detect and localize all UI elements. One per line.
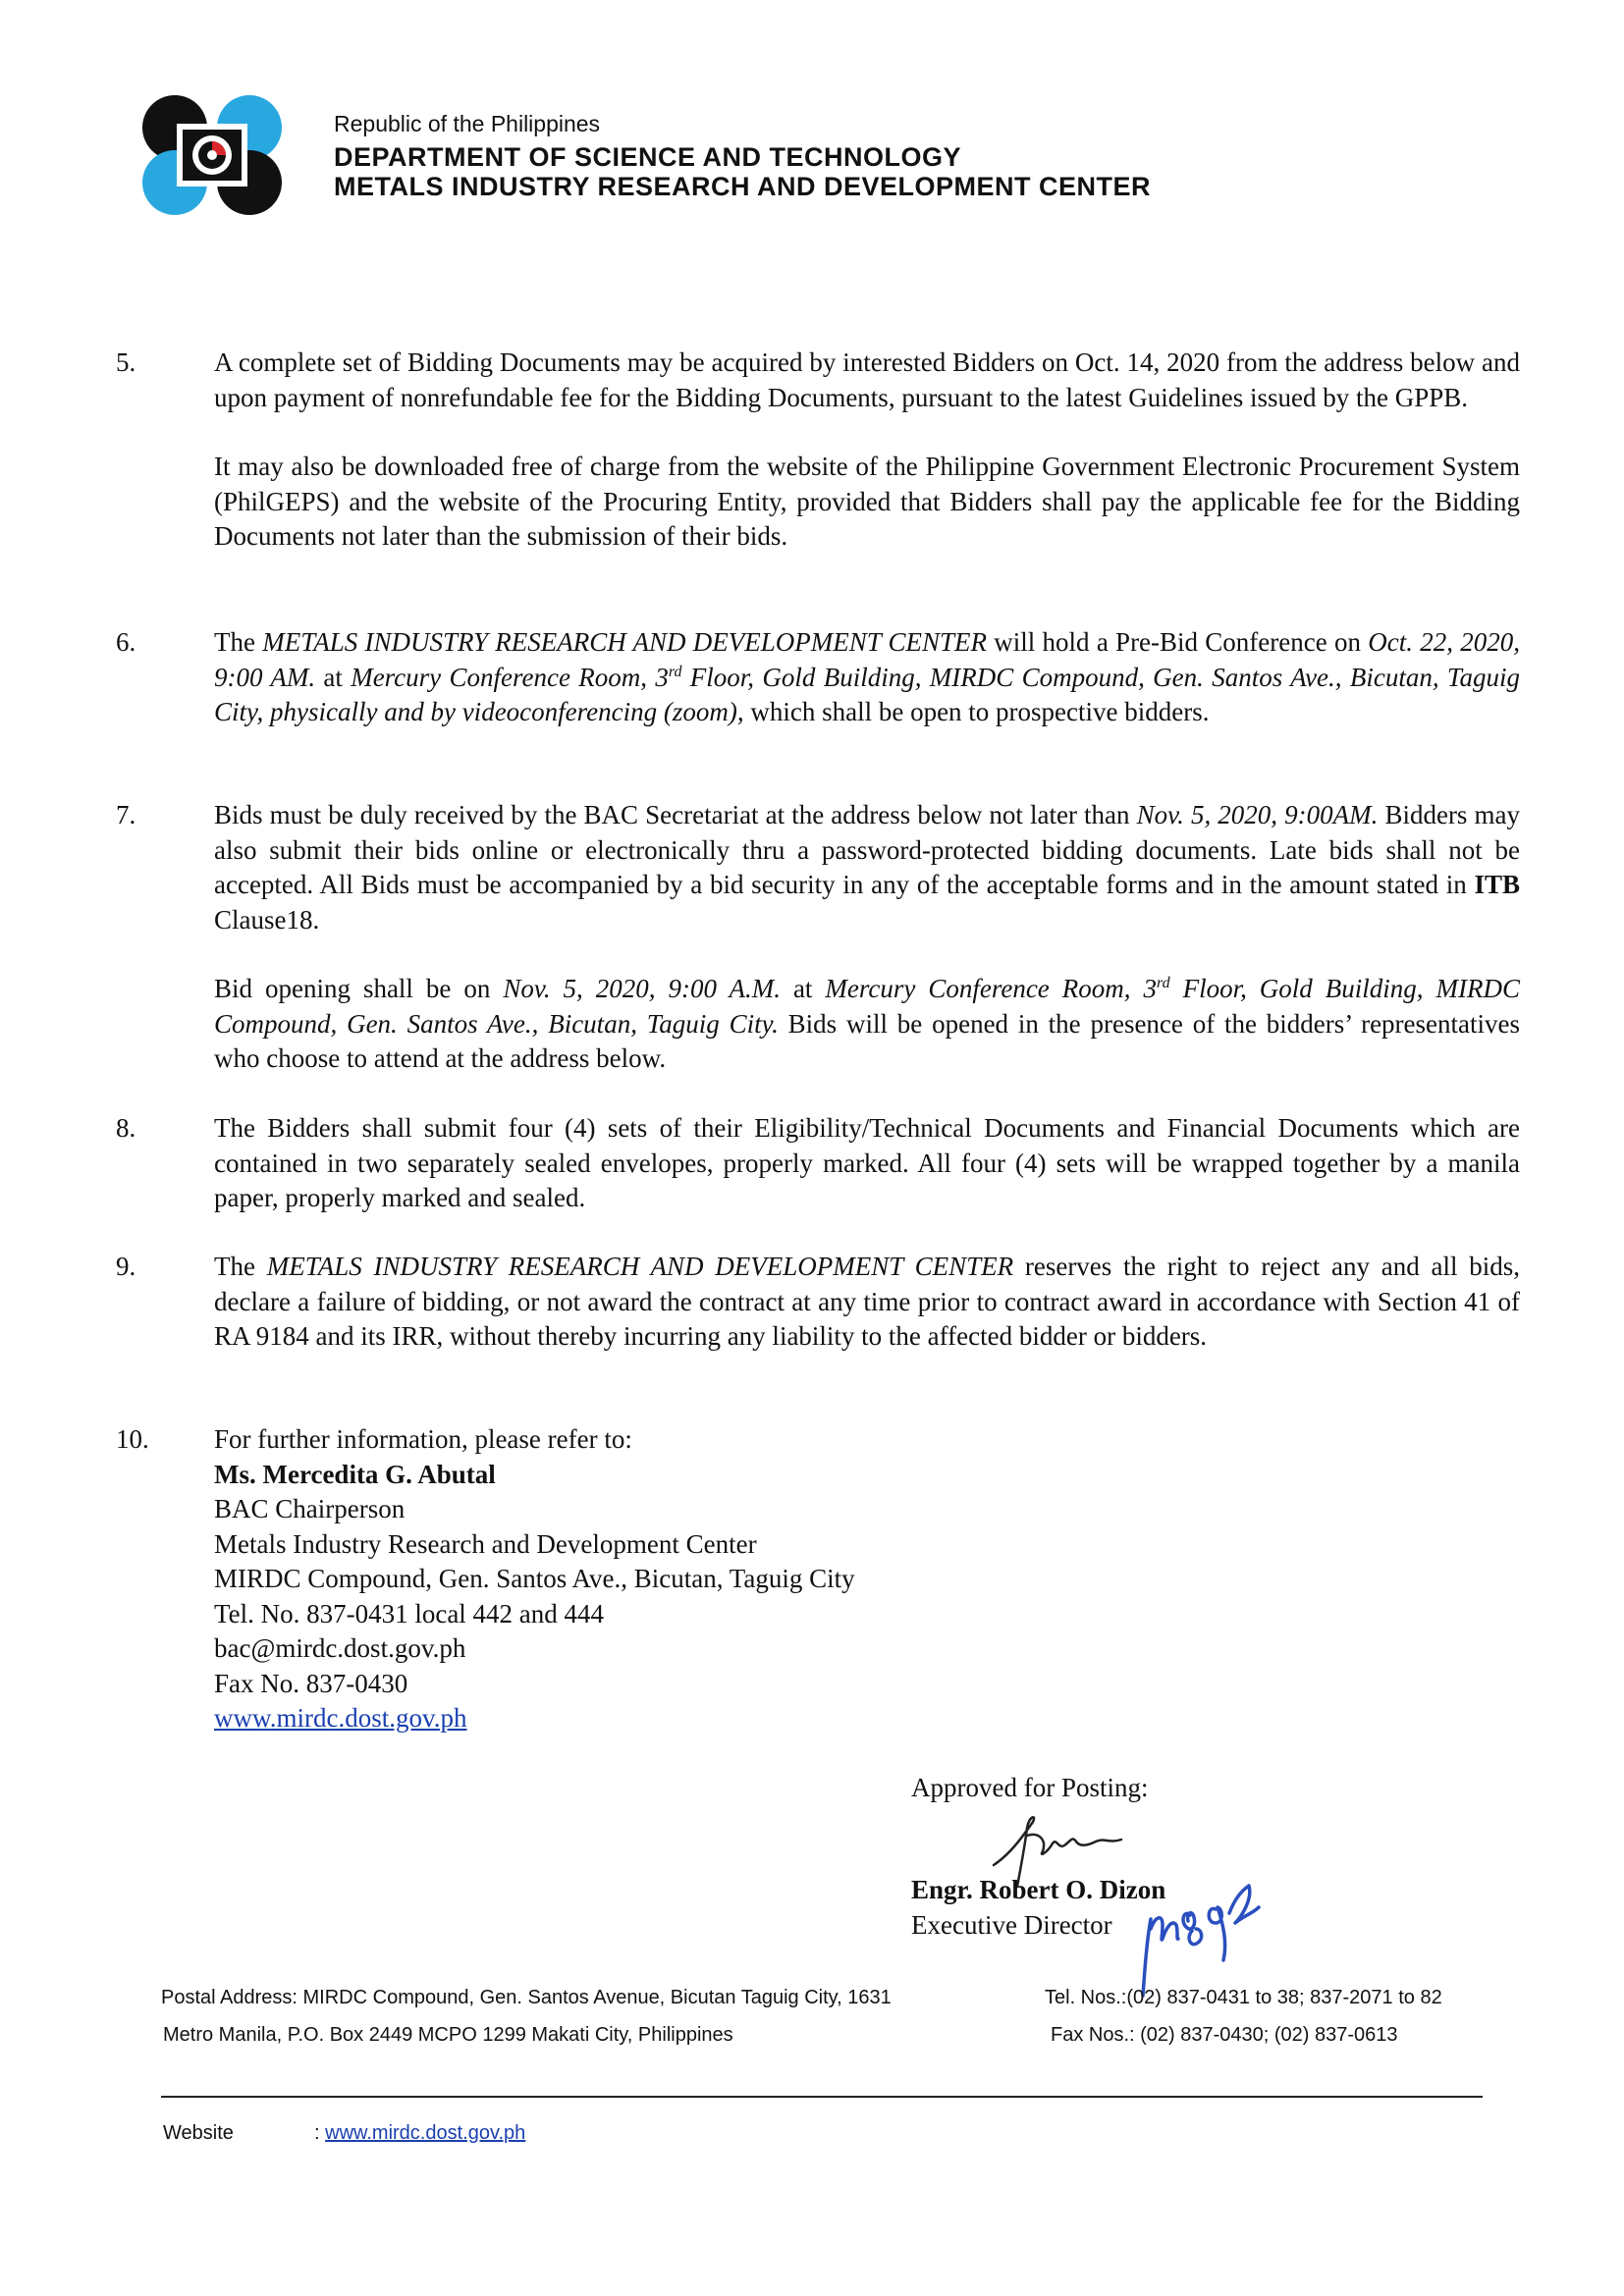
item-text [214,1111,1520,1216]
initials-icon [1129,1870,1267,2002]
signatory-title: Executive Director [911,1910,1112,1940]
contact-name: Ms. Mercedita G. Abutal [214,1459,496,1489]
contact-address: MIRDC Compound, Gen. Santos Ave., Bicutan, Taguig City [214,1564,855,1593]
footer-website [314,2122,525,2145]
contact-fax: Fax No. 837-0430 [214,1668,408,1698]
footer-divider [161,2096,1483,2098]
paragraph: Bids must be duly received by the BAC Secretariat at the address below not later than Nov. 5, 2020, 9:00AM. Bidders may also submit their bids online or electronically thru a password-protected bidding documents. Late bids shall not be accepted. All Bids must be accompanied by a bid security in any of the acceptable forms and in the amount stated in ITB Clause18. [214,800,1521,934]
footer-tel: Tel. Nos.:(02) 837-0431 to 38; 837-2071 to 82 [1045,1987,1442,2008]
item-text [214,346,1520,555]
item-number: 7. [116,800,136,829]
footer-fax: Fax Nos.: (02) 837-0430; (02) 837-0613 [1051,2024,1398,2046]
item-number: 9. [116,1252,136,1281]
item-number: 6. [116,627,136,657]
republic-heading: Republic of the Philippines [334,111,601,136]
contact-website-link[interactable]: www.mirdc.dost.gov.ph [214,1703,467,1733]
footer-website-label: Website [163,2122,234,2144]
center-heading: METALS INDUSTRY RESEARCH AND DEVELOPMENT CENTER [334,172,1152,201]
item-number: 10. [116,1424,149,1454]
footer-postal-address-1: Postal Address: MIRDC Compound, Gen. Santos Avenue, Bicutan Taguig City, 1631 [161,1987,892,2008]
paragraph: A complete set of Bidding Documents may be acquired by interested Bidders on Oct. 14, 2020 from the address below and upon payment of nonrefundable fee for the Bidding Documents, pursuant to the latest Guidelines issued by the GPPB. [214,347,1520,412]
item-number: 5. [116,347,136,377]
paragraph: Bid opening shall be on Nov. 5, 2020, 9:00 A.M. at Mercury Conference Room, 3rd Floor, Gold Building, MIRDC Compound, Gen. Santos Ave., Bicutan, Taguig City. Bids will be opened in the presence of the bidders’ representatives who choose to attend at the address below. [214,974,1520,1073]
department-heading: DEPARTMENT OF SCIENCE AND TECHNOLOGY [334,142,962,172]
footer-postal-address-2: Metro Manila, P.O. Box 2449 MCPO 1299 Makati City, Philippines [163,2024,733,2046]
paragraph: The Bidders shall submit four (4) sets of their Eligibility/Technical Documents and Financial Documents which are contained in two separately sealed envelopes, properly marked. All four (4) sets will be wrapped together by a manila paper, properly marked and sealed. [214,1113,1520,1212]
footer-website-separator: : [314,2122,326,2144]
mirdc-logo-icon [134,94,291,216]
signatory-name: Engr. Robert O. Dizon [911,1875,1166,1904]
item-text [214,625,1520,730]
approved-for-posting: Approved for Posting: [911,1773,1149,1802]
contact-org: Metals Industry Research and Development Center [214,1528,757,1559]
paragraph: The METALS INDUSTRY RESEARCH AND DEVELOPMENT CENTER reserves the right to reject any and all bids, declare a failure of bidding, or not award the contract at any time prior to contract award in accordance with Section 41 of RA 9184 and its IRR, without thereby incurring any liability to the affected bidder or bidders. [214,1252,1521,1351]
contact-email: bac@mirdc.dost.gov.ph [214,1633,466,1663]
contact-role: BAC Chairperson [214,1494,406,1523]
item-text [214,798,1520,1077]
item-text [214,1250,1520,1355]
paragraph: The METALS INDUSTRY RESEARCH AND DEVELOPMENT CENTER will hold a Pre-Bid Conference on Oct. 22, 2020, 9:00 AM. at Mercury Conference Room, 3rd Floor, Gold Building, MIRDC Compound, Gen. Santos Ave., Bicutan, Taguig City, physically and by videoconferencing (zoom), which shall be open to prospective bidders. [214,627,1520,726]
item-number: 8. [116,1113,136,1143]
footer-website-link[interactable]: www.mirdc.dost.gov.ph [325,2122,526,2144]
contact-block [214,1422,1520,1736]
paragraph: It may also be downloaded free of charge from the website of the Philippine Government Electronic Procurement System (PhilGEPS) and the website of the Procuring Entity, provided that Bidders shall pay the applicable fee for the Bidding Documents not later than the submission of their bids. [214,452,1520,551]
contact-tel: Tel. No. 837-0431 local 442 and 444 [214,1598,605,1629]
contact-intro: For further information, please refer to: [214,1424,632,1454]
